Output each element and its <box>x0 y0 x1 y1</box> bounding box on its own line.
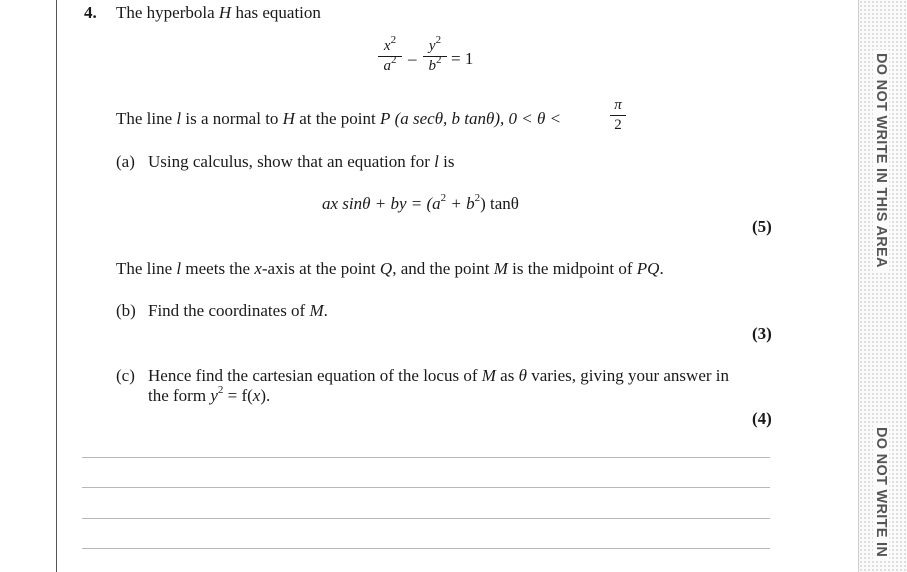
page-left-border <box>56 0 57 572</box>
part-b-text: Find the coordinates of M. <box>148 301 328 320</box>
meets-statement: The line l meets the x-axis at the point Q, and the point M is the midpoint of PQ. <box>116 259 664 278</box>
part-a-equation: ax sinθ + by = $(a^2 + b^2)$ tanθ <box>322 192 519 213</box>
do-not-write-label-upper: DO NOT WRITE IN THIS AREA <box>873 50 889 271</box>
answer-line <box>82 548 770 549</box>
answer-line <box>82 487 770 488</box>
equation-rhs: = 1 <box>451 49 474 68</box>
equation-fraction-x: $x^2$ $a^2$ <box>378 38 402 75</box>
answer-line <box>82 518 770 519</box>
question-number: 4. <box>84 3 97 22</box>
part-b-marks: (3) <box>752 324 772 343</box>
equation-fraction-y: $y^2$ $b^2$ <box>423 38 447 75</box>
part-c-line2: the form $y^2 = f(x)$. <box>148 384 271 405</box>
part-c-label: (c) <box>116 366 135 385</box>
part-b-label: (b) <box>116 301 136 320</box>
answer-line <box>82 457 770 458</box>
question-intro: The hyperbola H has equation <box>116 3 321 22</box>
equation-minus: – <box>408 49 417 68</box>
normal-line-statement: The line l is a normal to H at the point P (a secθ, b tanθ), 0 < θ < <box>116 109 562 128</box>
part-c-marks: (4) <box>752 409 772 428</box>
pi-over-two: π 2 <box>610 97 626 134</box>
part-a-label: (a) <box>116 152 135 171</box>
part-a-marks: (5) <box>752 217 772 236</box>
part-c-line1: Hence find the cartesian equation of the locus of M as θ varies, giving your answer in <box>148 366 730 385</box>
do-not-write-label-lower: DO NOT WRITE IN <box>873 424 889 560</box>
part-a-text: Using calculus, show that an equation for l is <box>148 152 455 171</box>
